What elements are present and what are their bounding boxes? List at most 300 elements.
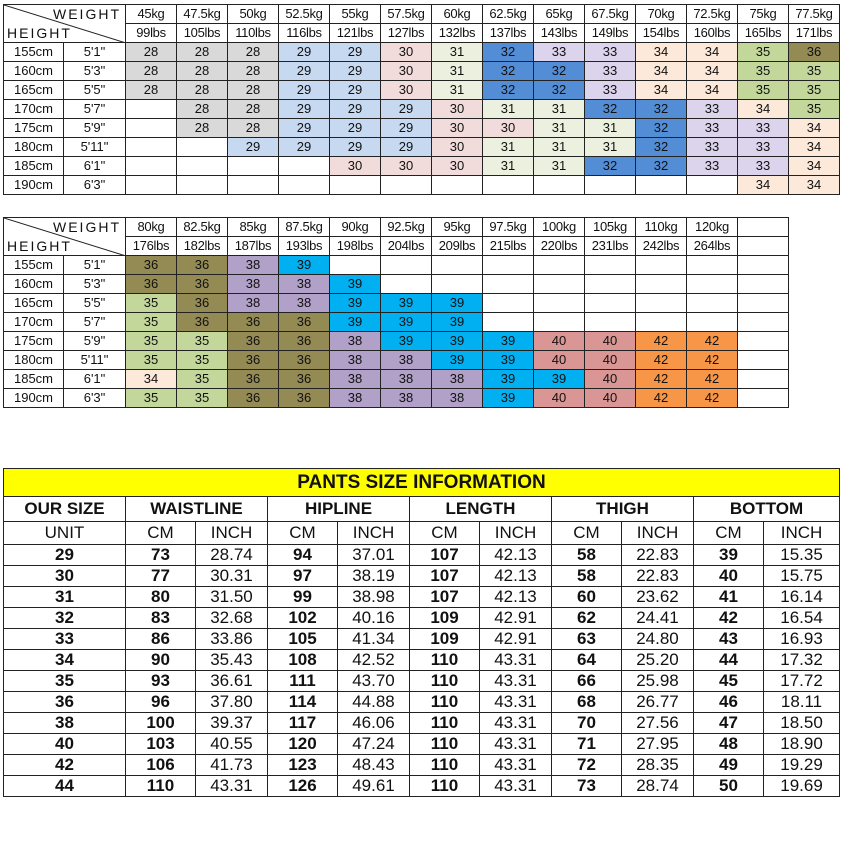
weight-lbs-header: 160lbs bbox=[687, 24, 738, 43]
pants-row bbox=[4, 629, 840, 650]
pants-value: 15.35 bbox=[764, 545, 840, 566]
weight-lbs-header: 176lbs bbox=[126, 237, 177, 256]
pants-value: 46.06 bbox=[338, 713, 410, 734]
size-chart-row bbox=[4, 275, 789, 294]
size-chart-row bbox=[4, 157, 840, 176]
pants-value: 109 bbox=[410, 608, 480, 629]
size-cell: 38 bbox=[381, 389, 432, 408]
size-cell: 34 bbox=[738, 176, 789, 195]
pants-value: 43 bbox=[694, 629, 764, 650]
size-cell: 31 bbox=[432, 81, 483, 100]
height-cm: 160cm bbox=[4, 275, 64, 294]
size-cell: 42 bbox=[636, 351, 687, 370]
size-cell: 42 bbox=[687, 389, 738, 408]
size-cell bbox=[738, 294, 789, 313]
size-cell: 29 bbox=[381, 100, 432, 119]
size-cell bbox=[483, 275, 534, 294]
height-cm: 175cm bbox=[4, 119, 64, 138]
height-ft: 6'1" bbox=[64, 157, 126, 176]
height-cm: 190cm bbox=[4, 389, 64, 408]
weight-kg-header: 75kg bbox=[738, 5, 789, 24]
size-cell bbox=[585, 176, 636, 195]
pants-value: 109 bbox=[410, 629, 480, 650]
size-cell: 32 bbox=[636, 100, 687, 119]
size-cell bbox=[636, 176, 687, 195]
pants-unit-header: CM bbox=[126, 522, 196, 545]
pants-value: 40.55 bbox=[196, 734, 268, 755]
height-cm: 180cm bbox=[4, 351, 64, 370]
size-cell: 35 bbox=[126, 313, 177, 332]
size-cell: 35 bbox=[126, 389, 177, 408]
size-cell: 29 bbox=[330, 138, 381, 157]
height-ft: 5'1" bbox=[64, 43, 126, 62]
size-cell: 39 bbox=[330, 313, 381, 332]
size-cell: 34 bbox=[687, 62, 738, 81]
size-cell: 28 bbox=[228, 100, 279, 119]
pants-value: 77 bbox=[126, 566, 196, 587]
size-cell: 36 bbox=[279, 351, 330, 370]
weight-lbs-header: 220lbs bbox=[534, 237, 585, 256]
height-ft: 5'5" bbox=[64, 81, 126, 100]
pants-value: 16.14 bbox=[764, 587, 840, 608]
pants-unit-header: INCH bbox=[338, 522, 410, 545]
pants-value: 26.77 bbox=[622, 692, 694, 713]
size-cell: 34 bbox=[789, 157, 840, 176]
weight-lbs-header: 137lbs bbox=[483, 24, 534, 43]
pants-value: 18.11 bbox=[764, 692, 840, 713]
pants-column-header: THIGH bbox=[552, 497, 694, 522]
size-cell: 38 bbox=[228, 294, 279, 313]
pants-row bbox=[4, 671, 840, 692]
pants-value: 43.31 bbox=[480, 713, 552, 734]
size-chart-row bbox=[4, 176, 840, 195]
size-cell: 33 bbox=[585, 62, 636, 81]
size-chart-row bbox=[4, 351, 789, 370]
pants-unit-header: CM bbox=[694, 522, 764, 545]
size-cell bbox=[177, 157, 228, 176]
pants-value: 73 bbox=[552, 776, 622, 797]
size-cell: 39 bbox=[330, 294, 381, 313]
size-cell: 34 bbox=[789, 176, 840, 195]
size-cell: 28 bbox=[177, 100, 228, 119]
height-ft: 5'11" bbox=[64, 138, 126, 157]
pants-value: 33.86 bbox=[196, 629, 268, 650]
size-cell: 42 bbox=[636, 332, 687, 351]
size-cell bbox=[279, 176, 330, 195]
weight-lbs-header: 165lbs bbox=[738, 24, 789, 43]
size-cell: 29 bbox=[330, 119, 381, 138]
size-cell: 35 bbox=[126, 294, 177, 313]
size-cell: 32 bbox=[636, 138, 687, 157]
size-chart-row bbox=[4, 119, 840, 138]
pants-row bbox=[4, 755, 840, 776]
size-cell: 33 bbox=[687, 100, 738, 119]
pants-value: 38.98 bbox=[338, 587, 410, 608]
size-cell: 39 bbox=[483, 370, 534, 389]
pants-size: 30 bbox=[4, 566, 126, 587]
size-cell: 34 bbox=[687, 43, 738, 62]
pants-value: 44.88 bbox=[338, 692, 410, 713]
weight-label: WEIGHT bbox=[53, 6, 121, 22]
pants-value: 105 bbox=[268, 629, 338, 650]
weight-kg-header: 82.5kg bbox=[177, 218, 228, 237]
pants-column-header: LENGTH bbox=[410, 497, 552, 522]
size-cell: 28 bbox=[126, 43, 177, 62]
weight-kg-header: 110kg bbox=[636, 218, 687, 237]
size-cell bbox=[330, 176, 381, 195]
height-cm: 165cm bbox=[4, 294, 64, 313]
size-chart-row bbox=[4, 332, 789, 351]
size-cell bbox=[126, 157, 177, 176]
size-cell bbox=[687, 313, 738, 332]
size-chart-table-2 bbox=[3, 217, 789, 408]
pants-value: 43.31 bbox=[480, 650, 552, 671]
size-cell: 28 bbox=[177, 62, 228, 81]
size-cell: 31 bbox=[483, 100, 534, 119]
weight-lbs-header: 242lbs bbox=[636, 237, 687, 256]
weight-lbs-header: 154lbs bbox=[636, 24, 687, 43]
weight-kg-header: 65kg bbox=[534, 5, 585, 24]
pants-value: 27.95 bbox=[622, 734, 694, 755]
size-cell: 30 bbox=[432, 138, 483, 157]
size-cell: 39 bbox=[432, 332, 483, 351]
size-cell: 28 bbox=[126, 62, 177, 81]
size-cell: 28 bbox=[177, 81, 228, 100]
pants-value: 48.43 bbox=[338, 755, 410, 776]
pants-row bbox=[4, 587, 840, 608]
size-cell: 29 bbox=[330, 81, 381, 100]
pants-value: 50 bbox=[694, 776, 764, 797]
size-cell: 39 bbox=[483, 389, 534, 408]
size-cell: 36 bbox=[228, 389, 279, 408]
size-cell: 31 bbox=[483, 138, 534, 157]
size-cell: 38 bbox=[279, 275, 330, 294]
weight-kg-header: 67.5kg bbox=[585, 5, 636, 24]
size-cell: 29 bbox=[279, 43, 330, 62]
size-cell: 38 bbox=[279, 294, 330, 313]
pants-value: 60 bbox=[552, 587, 622, 608]
size-cell bbox=[585, 275, 636, 294]
weight-kg-header: 60kg bbox=[432, 5, 483, 24]
pants-column-header: BOTTOM bbox=[694, 497, 840, 522]
height-ft: 5'3" bbox=[64, 62, 126, 81]
size-cell: 35 bbox=[738, 62, 789, 81]
pants-unit-header: INCH bbox=[622, 522, 694, 545]
height-cm: 165cm bbox=[4, 81, 64, 100]
size-cell bbox=[687, 294, 738, 313]
size-cell bbox=[636, 256, 687, 275]
size-cell: 39 bbox=[432, 351, 483, 370]
height-ft: 5'7" bbox=[64, 100, 126, 119]
size-cell: 36 bbox=[228, 351, 279, 370]
weight-height-header bbox=[4, 5, 126, 43]
size-cell: 34 bbox=[636, 43, 687, 62]
pants-value: 43.31 bbox=[480, 755, 552, 776]
pants-value: 43.31 bbox=[480, 671, 552, 692]
pants-value: 99 bbox=[268, 587, 338, 608]
size-cell: 38 bbox=[381, 351, 432, 370]
size-cell: 30 bbox=[432, 100, 483, 119]
pants-row bbox=[4, 545, 840, 566]
size-cell: 31 bbox=[534, 119, 585, 138]
size-cell: 31 bbox=[534, 100, 585, 119]
pants-size: 32 bbox=[4, 608, 126, 629]
size-cell: 29 bbox=[228, 138, 279, 157]
size-cell: 29 bbox=[330, 100, 381, 119]
size-cell: 38 bbox=[228, 256, 279, 275]
weight-kg-header: 105kg bbox=[585, 218, 636, 237]
size-cell bbox=[381, 256, 432, 275]
weight-kg-header: 97.5kg bbox=[483, 218, 534, 237]
size-cell: 40 bbox=[534, 332, 585, 351]
height-ft: 5'9" bbox=[64, 119, 126, 138]
pants-size: 29 bbox=[4, 545, 126, 566]
size-cell: 42 bbox=[687, 351, 738, 370]
pants-unit-header: CM bbox=[552, 522, 622, 545]
size-chart-row bbox=[4, 62, 840, 81]
weight-height-header bbox=[4, 218, 126, 256]
size-cell bbox=[738, 370, 789, 389]
size-cell: 30 bbox=[432, 157, 483, 176]
pants-value: 110 bbox=[410, 671, 480, 692]
pants-value: 43.31 bbox=[480, 776, 552, 797]
pants-value: 107 bbox=[410, 545, 480, 566]
pants-value: 23.62 bbox=[622, 587, 694, 608]
pants-value: 117 bbox=[268, 713, 338, 734]
weight-kg-header: 90kg bbox=[330, 218, 381, 237]
size-chart-row bbox=[4, 100, 840, 119]
pants-value: 42 bbox=[694, 608, 764, 629]
height-label: HEIGHT bbox=[7, 25, 72, 41]
weight-kg-header: 92.5kg bbox=[381, 218, 432, 237]
size-cell: 31 bbox=[432, 62, 483, 81]
size-cell bbox=[279, 157, 330, 176]
size-cell: 31 bbox=[432, 43, 483, 62]
size-cell: 35 bbox=[177, 370, 228, 389]
pants-value: 17.32 bbox=[764, 650, 840, 671]
pants-row bbox=[4, 566, 840, 587]
size-cell: 32 bbox=[585, 157, 636, 176]
height-ft: 6'3" bbox=[64, 389, 126, 408]
pants-value: 45 bbox=[694, 671, 764, 692]
pants-value: 18.50 bbox=[764, 713, 840, 734]
size-cell bbox=[738, 389, 789, 408]
size-cell: 36 bbox=[177, 275, 228, 294]
pants-value: 27.56 bbox=[622, 713, 694, 734]
weight-lbs-header: 204lbs bbox=[381, 237, 432, 256]
weight-lbs-header: 105lbs bbox=[177, 24, 228, 43]
pants-value: 66 bbox=[552, 671, 622, 692]
pants-value: 38.19 bbox=[338, 566, 410, 587]
size-cell bbox=[432, 256, 483, 275]
height-cm: 155cm bbox=[4, 43, 64, 62]
size-cell: 29 bbox=[330, 43, 381, 62]
pants-value: 126 bbox=[268, 776, 338, 797]
size-cell: 30 bbox=[381, 81, 432, 100]
pants-value: 42.52 bbox=[338, 650, 410, 671]
pants-size: 38 bbox=[4, 713, 126, 734]
size-cell: 40 bbox=[534, 389, 585, 408]
size-cell bbox=[534, 275, 585, 294]
weight-lbs-header: 110lbs bbox=[228, 24, 279, 43]
size-cell: 33 bbox=[585, 43, 636, 62]
weight-kg-header: 100kg bbox=[534, 218, 585, 237]
pants-size: 36 bbox=[4, 692, 126, 713]
size-cell: 29 bbox=[330, 62, 381, 81]
size-cell bbox=[483, 313, 534, 332]
size-cell: 28 bbox=[228, 81, 279, 100]
pants-value: 58 bbox=[552, 566, 622, 587]
pants-size: 34 bbox=[4, 650, 126, 671]
size-cell: 40 bbox=[585, 332, 636, 351]
pants-row bbox=[4, 608, 840, 629]
size-cell: 36 bbox=[279, 313, 330, 332]
size-cell: 34 bbox=[738, 100, 789, 119]
weight-lbs-header: 209lbs bbox=[432, 237, 483, 256]
size-cell: 32 bbox=[585, 100, 636, 119]
size-chart-row bbox=[4, 81, 840, 100]
weight-kg-header bbox=[738, 218, 789, 237]
pants-value: 42.13 bbox=[480, 587, 552, 608]
pants-value: 106 bbox=[126, 755, 196, 776]
size-cell bbox=[738, 351, 789, 370]
pants-value: 47.24 bbox=[338, 734, 410, 755]
size-cell bbox=[687, 275, 738, 294]
size-cell: 36 bbox=[228, 313, 279, 332]
size-cell bbox=[381, 176, 432, 195]
size-cell: 38 bbox=[228, 275, 279, 294]
size-cell: 34 bbox=[687, 81, 738, 100]
size-cell bbox=[534, 176, 585, 195]
size-cell: 40 bbox=[585, 351, 636, 370]
size-chart-table-1 bbox=[3, 4, 840, 195]
size-cell: 36 bbox=[126, 256, 177, 275]
weight-lbs-header: 198lbs bbox=[330, 237, 381, 256]
size-cell bbox=[738, 256, 789, 275]
pants-value: 41.73 bbox=[196, 755, 268, 776]
height-ft: 5'9" bbox=[64, 332, 126, 351]
pants-value: 108 bbox=[268, 650, 338, 671]
weight-kg-header: 77.5kg bbox=[789, 5, 840, 24]
size-cell: 33 bbox=[687, 157, 738, 176]
pants-value: 32.68 bbox=[196, 608, 268, 629]
pants-size-table bbox=[3, 468, 840, 797]
size-cell: 39 bbox=[381, 313, 432, 332]
size-cell bbox=[228, 176, 279, 195]
size-cell bbox=[228, 157, 279, 176]
size-cell: 39 bbox=[432, 294, 483, 313]
pants-value: 22.83 bbox=[622, 545, 694, 566]
weight-lbs-header: 121lbs bbox=[330, 24, 381, 43]
weight-label: WEIGHT bbox=[53, 219, 121, 235]
pants-value: 36.61 bbox=[196, 671, 268, 692]
size-cell: 30 bbox=[381, 62, 432, 81]
weight-lbs-header: 193lbs bbox=[279, 237, 330, 256]
pants-value: 48 bbox=[694, 734, 764, 755]
pants-value: 37.80 bbox=[196, 692, 268, 713]
size-chart-row bbox=[4, 43, 840, 62]
size-cell bbox=[585, 256, 636, 275]
weight-lbs-header: 149lbs bbox=[585, 24, 636, 43]
size-cell: 38 bbox=[330, 370, 381, 389]
height-ft: 5'3" bbox=[64, 275, 126, 294]
pants-unit-header: UNIT bbox=[4, 522, 126, 545]
weight-lbs-header: 171lbs bbox=[789, 24, 840, 43]
pants-unit-header: CM bbox=[268, 522, 338, 545]
pants-value: 43.70 bbox=[338, 671, 410, 692]
size-cell bbox=[126, 119, 177, 138]
pants-value: 83 bbox=[126, 608, 196, 629]
pants-size: 31 bbox=[4, 587, 126, 608]
pants-value: 110 bbox=[410, 755, 480, 776]
size-cell: 35 bbox=[126, 351, 177, 370]
pants-value: 18.90 bbox=[764, 734, 840, 755]
size-cell: 32 bbox=[636, 157, 687, 176]
size-cell: 28 bbox=[228, 119, 279, 138]
size-cell bbox=[483, 256, 534, 275]
pants-value: 39.37 bbox=[196, 713, 268, 734]
height-cm: 185cm bbox=[4, 157, 64, 176]
size-cell: 29 bbox=[381, 119, 432, 138]
size-cell: 39 bbox=[381, 294, 432, 313]
pants-row bbox=[4, 650, 840, 671]
size-cell: 42 bbox=[636, 370, 687, 389]
size-cell: 32 bbox=[534, 62, 585, 81]
size-cell: 33 bbox=[687, 119, 738, 138]
pants-value: 22.83 bbox=[622, 566, 694, 587]
pants-value: 94 bbox=[268, 545, 338, 566]
size-cell: 32 bbox=[483, 43, 534, 62]
size-cell bbox=[483, 176, 534, 195]
height-ft: 5'7" bbox=[64, 313, 126, 332]
size-cell: 30 bbox=[330, 157, 381, 176]
size-chart-row bbox=[4, 389, 789, 408]
size-cell: 30 bbox=[381, 43, 432, 62]
size-cell bbox=[126, 138, 177, 157]
height-cm: 155cm bbox=[4, 256, 64, 275]
weight-kg-header: 45kg bbox=[126, 5, 177, 24]
pants-unit-header: INCH bbox=[196, 522, 268, 545]
pants-size: 42 bbox=[4, 755, 126, 776]
pants-value: 39 bbox=[694, 545, 764, 566]
size-cell: 40 bbox=[534, 351, 585, 370]
weight-lbs-header bbox=[738, 237, 789, 256]
size-cell: 34 bbox=[789, 119, 840, 138]
pants-row bbox=[4, 776, 840, 797]
weight-lbs-header: 231lbs bbox=[585, 237, 636, 256]
size-cell: 35 bbox=[738, 43, 789, 62]
pants-value: 37.01 bbox=[338, 545, 410, 566]
size-cell bbox=[177, 138, 228, 157]
pants-value: 100 bbox=[126, 713, 196, 734]
size-cell: 39 bbox=[534, 370, 585, 389]
pants-value: 15.75 bbox=[764, 566, 840, 587]
size-cell: 32 bbox=[483, 81, 534, 100]
pants-value: 44 bbox=[694, 650, 764, 671]
pants-value: 40 bbox=[694, 566, 764, 587]
pants-value: 43.31 bbox=[196, 776, 268, 797]
size-cell bbox=[534, 313, 585, 332]
pants-value: 42.13 bbox=[480, 566, 552, 587]
size-cell: 32 bbox=[534, 81, 585, 100]
pants-value: 28.35 bbox=[622, 755, 694, 776]
pants-value: 120 bbox=[268, 734, 338, 755]
size-cell bbox=[738, 313, 789, 332]
pants-row bbox=[4, 734, 840, 755]
pants-value: 70 bbox=[552, 713, 622, 734]
size-cell: 36 bbox=[126, 275, 177, 294]
weight-kg-header: 70kg bbox=[636, 5, 687, 24]
